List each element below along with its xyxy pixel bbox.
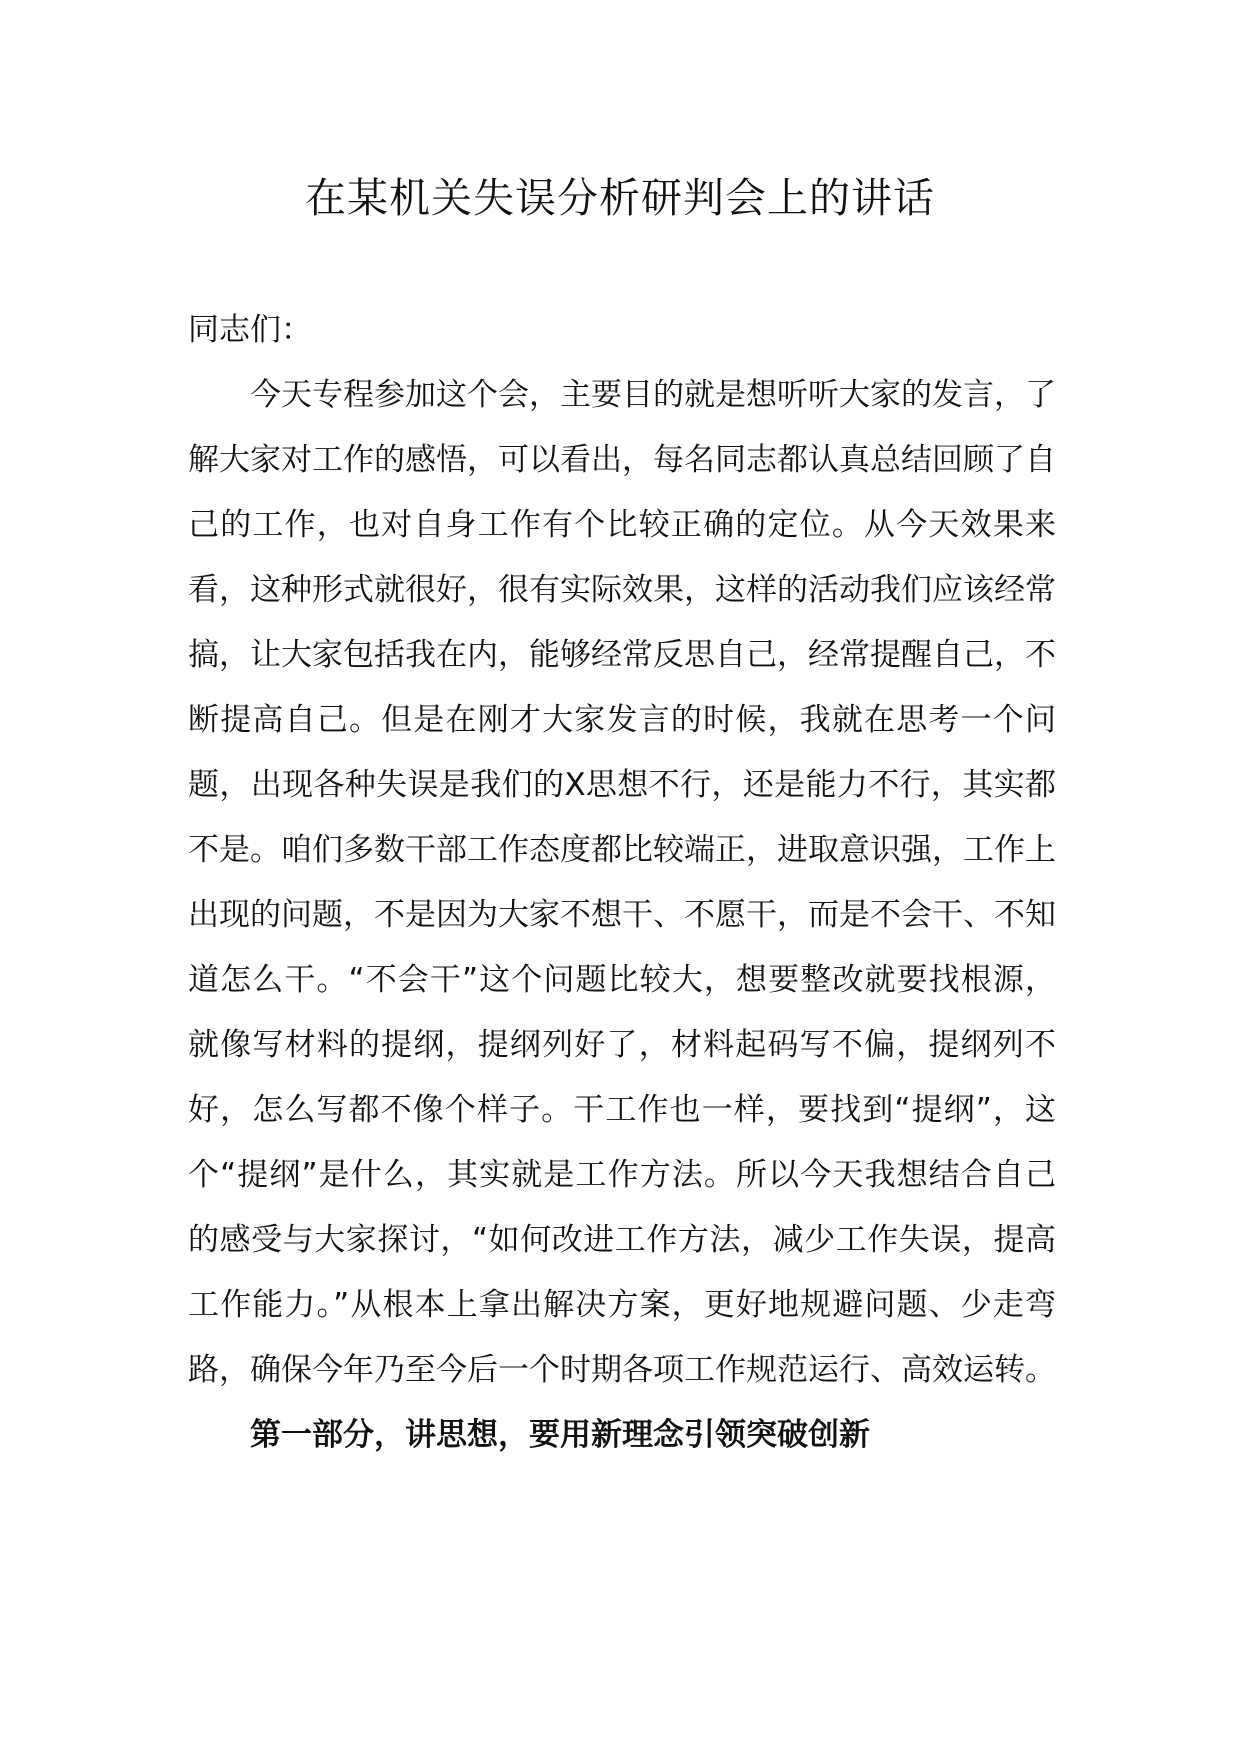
- document-body: [188, 298, 1056, 1468]
- salutation: 同志们：: [188, 312, 312, 348]
- section-heading: 第一部分，讲思想，要用新理念引领突破创新: [250, 1417, 870, 1453]
- document-title: 在某机关失误分析研判会上的讲话: [305, 174, 935, 222]
- body-paragraph: 今天专程参加这个会，主要目的就是想听听大家的发言，了解大家对工作的感悟，可以看出，每名同志都认真总结回顾了自己的工作，也对自身工作有个比较正确的定位。从今天效果来看，这种形式就很好，很有实际效果，这样的活动我们应该经常搞，让大家包括我在内，能够经常反思自己，经常提醒自己，不断提高自己。但是在刚才大家发言的时候，我就在思考一个问题，出现各种失误是我们的X思想不行，还是能力不行，其实都不是。咱们多数干部工作态度都比较端正，进取意识强，工作上出现的问题，不是因为大家不想干、不愿干，而是不会干、不知道怎么干。“不会干”这个问题比较大，想要整改就要找根源，就像写材料的提纲，提纲列好了，材料起码写不偏，提纲列不好，怎么写都不像个样子。干工作也一样，要找到“提纲”，这个“提纲”是什么，其实就是工作方法。所以今天我想结合自己的感受与大家探讨，“如何改进工作方法，减少工作失误，提高工作能力。”从根本上拿出解决方案，更好地规避问题、少走弯路，确保今年乃至今后一个时期各项工作规范运行、高效运转。: [188, 377, 1056, 1388]
